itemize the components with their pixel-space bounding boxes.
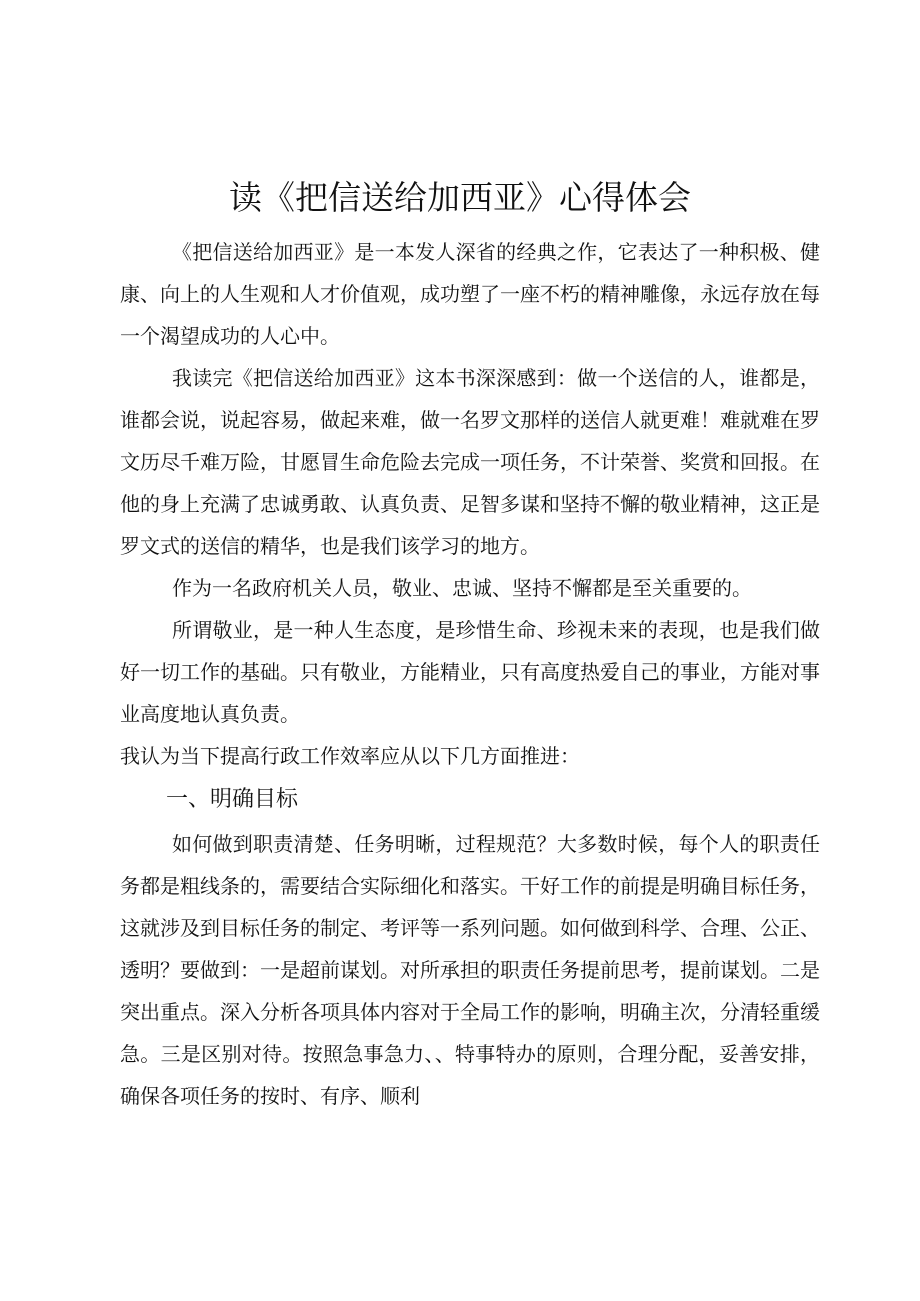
document-title: 读《把信送给加西亚》心得体会 <box>229 178 691 217</box>
paragraph-definition: 所谓敬业，是一种人生态度，是珍惜生命、珍视未来的表现，也是我们做好一切工作的基础。只有敬业，方能精业，只有高度热爱自己的事业，方能对事业高度地认真负责。 <box>120 618 820 726</box>
document-body <box>120 231 820 1117</box>
paragraph-reflection: 我读完《把信送给加西亚》这本书深深感到：做一个送信的人，谁都是，谁都会说，说起容易，做起来难，做一名罗文那样的送信人就更难！难就难在罗文历尽千难万险，甘愿冒生命危险去完成一项任务，不计荣誉、奖赏和回报。在他的身上充满了忠诚勇敢、认真负责、足智多谋和坚持不懈的敬业精神，这正是罗文式的送信的精华，也是我们该学习的地方。 <box>120 366 820 558</box>
paragraph-section-body: 如何做到职责清楚、任务明晰，过程规范？大多数时候，每个人的职责任务都是粗线条的，需要结合实际细化和落实。干好工作的前提是明确目标任务，这就涉及到目标任务的制定、考评等一系列问题。如何做到科学、合理、公正、透明？要做到：一是超前谋划。对所承担的职责任务提前思考，提前谋划。二是突出重点。深入分析各项具体内容对于全局工作的影响，明确主次，分清轻重缓急。三是区别对待。按照急事急力、、特事特办的原则，合理分配，妥善安排，确保各项任务的按时、有序、顺利 <box>120 832 820 1108</box>
paragraph-intro: 《把信送给加西亚》是一本发人深省的经典之作，它表达了一种积极、健康、向上的人生观和人才价值观，成功塑了一座不朽的精神雕像，永远存放在每一个渴望成功的人心中。 <box>120 240 820 348</box>
paragraph-efficiency-lead: 我认为当下提高行政工作效率应从以下几方面推进： <box>120 744 580 768</box>
section-heading: 一、明确目标 <box>166 787 299 812</box>
paragraph-dedication: 作为一名政府机关人员，敬业、忠诚、坚持不懈都是至关重要的。 <box>172 576 752 600</box>
